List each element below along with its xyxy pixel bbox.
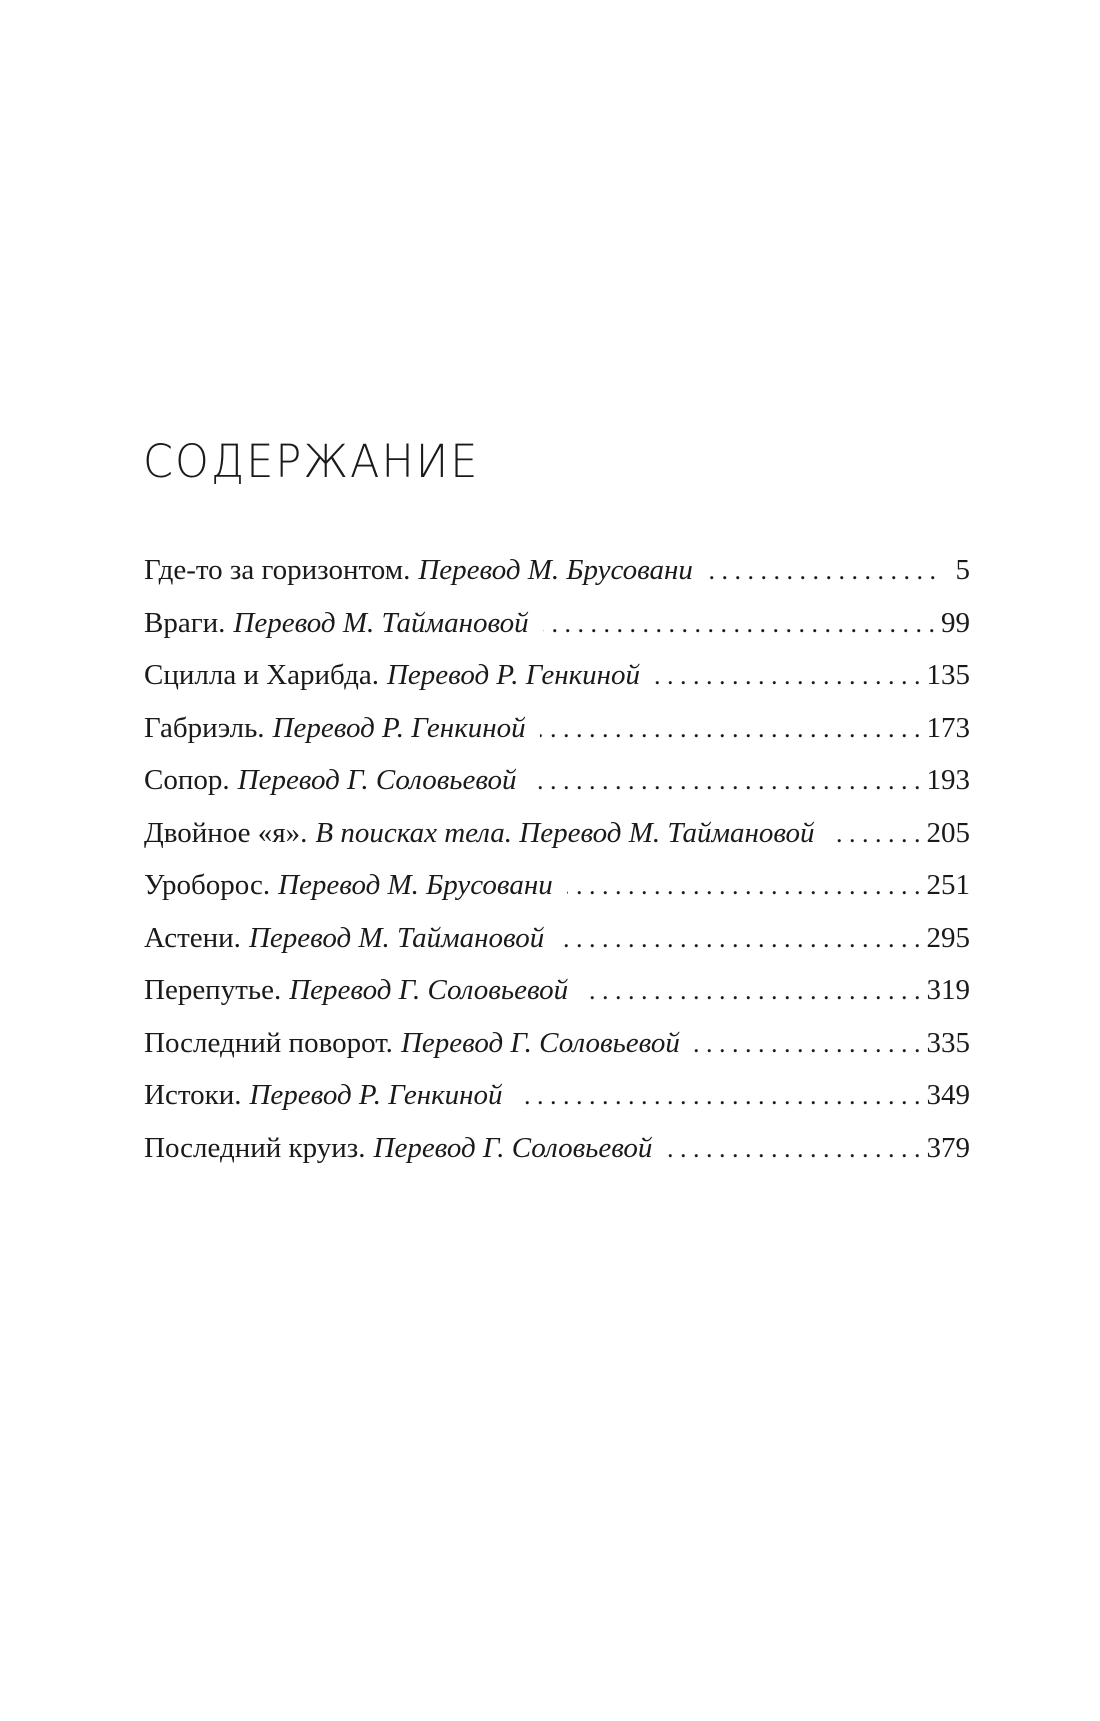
entry-translator: Перевод М. Брусовани: [278, 869, 553, 901]
page-number: 5: [955, 554, 970, 586]
entry-translator: Перевод Г. Соловьевой: [237, 764, 517, 796]
page-number: 99: [941, 606, 970, 639]
dot-leader: [707, 553, 936, 589]
entry-title: Двойное «я».: [144, 816, 308, 849]
entry-title: Враги.: [144, 606, 226, 639]
page-number: 349: [926, 1079, 970, 1111]
dot-leader: [654, 658, 920, 694]
entry-title: Последний круиз.: [144, 1131, 366, 1164]
toc-entry: [144, 815, 970, 868]
entry-translator: Перевод М. Таймановой: [248, 921, 545, 954]
entry-translator: В поисках тела. Перевод М. Таймановой: [315, 816, 815, 849]
dot-leader: [540, 711, 921, 747]
toc-entry: [144, 710, 970, 763]
entry-translator: Перевод Р. Генкиной: [249, 1079, 503, 1111]
toc-entry: [144, 920, 970, 973]
entry-title: Сопор.: [144, 764, 230, 796]
toc-entry: [144, 1130, 970, 1183]
entry-title: Последний поворот.: [144, 1026, 393, 1059]
entry-title: Истоки.: [144, 1079, 242, 1111]
entry-title: Перепутье.: [144, 974, 282, 1006]
dot-leader: [666, 1131, 920, 1167]
entry-title: Габриэль.: [144, 711, 265, 744]
entry-translator: Перевод М. Брусовани: [418, 554, 693, 586]
dot-leader: [531, 763, 921, 799]
entry-title: Где-то за горизонтом.: [144, 554, 411, 586]
page-number: 173: [926, 711, 970, 744]
dot-leader: [543, 606, 935, 642]
toc-entry: [144, 1025, 970, 1078]
toc-entry: [144, 762, 970, 815]
page-number: 379: [926, 1131, 970, 1164]
page-number: 193: [926, 764, 970, 796]
entry-translator: Перевод Г. Соловьевой: [373, 1131, 653, 1164]
entry-title: Уроборос.: [144, 869, 271, 901]
contents-heading: СОДЕРЖАНИЕ: [143, 435, 480, 489]
toc-entry: [144, 657, 970, 710]
entry-translator: Перевод Р. Генкиной: [386, 659, 641, 691]
page-number: 251: [926, 869, 970, 901]
entry-translator: Перевод Р. Генкиной: [272, 711, 526, 744]
dot-leader: [582, 973, 920, 1009]
toc-list: [144, 552, 970, 1182]
entry-translator: Перевод Г. Соловьевой: [400, 1026, 680, 1059]
toc-entry: [144, 972, 970, 1025]
toc-entry: [144, 867, 970, 920]
entry-translator: Перевод Г. Соловьевой: [289, 974, 569, 1006]
page-number: 335: [926, 1026, 970, 1059]
page-number: 295: [926, 921, 970, 954]
dot-leader: [517, 1078, 921, 1114]
toc-entry: [144, 605, 970, 658]
entry-title: Астени.: [144, 921, 241, 954]
toc-entry: [144, 1077, 970, 1130]
dot-leader: [558, 921, 920, 957]
dot-leader: [694, 1026, 921, 1062]
page-number: 319: [926, 974, 970, 1006]
toc-entry: [144, 552, 970, 605]
page-number: 135: [926, 659, 970, 691]
entry-title: Сцилла и Харибда.: [144, 659, 379, 691]
page-number: 205: [926, 816, 970, 849]
dot-leader: [829, 816, 921, 852]
entry-translator: Перевод М. Таймановой: [233, 606, 529, 639]
dot-leader: [567, 868, 921, 904]
